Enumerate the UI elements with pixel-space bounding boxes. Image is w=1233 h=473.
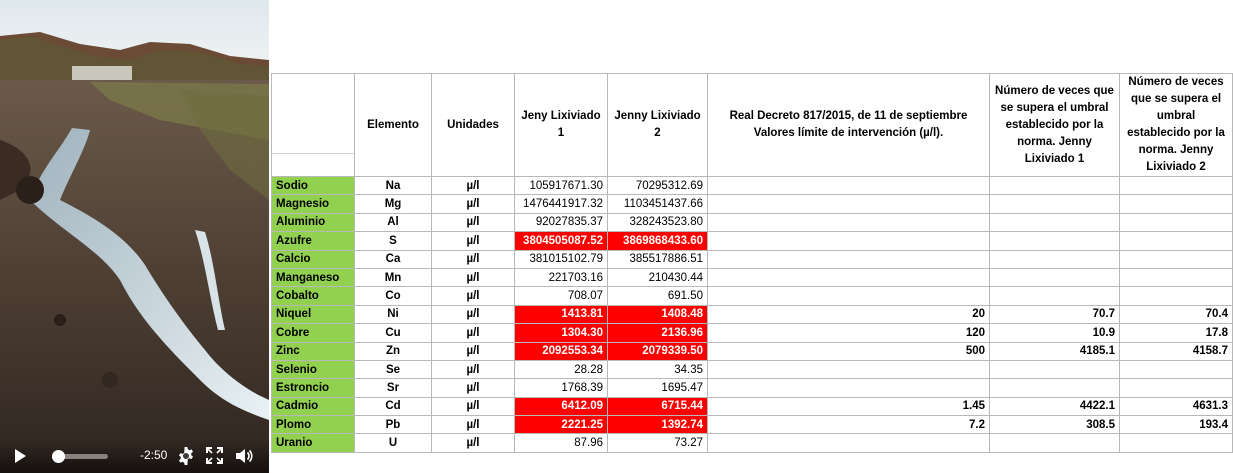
table-row [272, 379, 1233, 397]
lixiviado-2-cell: 1103451437.66 [608, 195, 708, 213]
limit-value-cell [708, 232, 990, 250]
header-times-exceeded-1: Número de veces que se supera el umbral establecido por la norma. Jenny Lixiviado 1 [990, 74, 1120, 177]
lixiviado-1-cell: 1413.81 [515, 305, 608, 323]
lixiviado-1-cell: 3804505087.52 [515, 232, 608, 250]
times-exceeded-2-cell [1120, 177, 1233, 195]
unit-cell: µ/l [432, 305, 515, 323]
header-units: Unidades [432, 74, 515, 177]
limit-value-cell [708, 250, 990, 268]
times-exceeded-1-cell: 4185.1 [990, 342, 1120, 360]
times-exceeded-2-cell: 17.8 [1120, 324, 1233, 342]
element-name-cell: Azufre [272, 232, 355, 250]
unit-cell: µ/l [432, 324, 515, 342]
element-symbol-cell: Sr [355, 379, 432, 397]
header-corner [272, 74, 355, 177]
lixiviado-2-cell: 34.35 [608, 360, 708, 378]
lixiviado-2-cell: 3869868433.60 [608, 232, 708, 250]
table-row [272, 360, 1233, 378]
element-symbol-cell: Pb [355, 416, 432, 434]
header-times-exceeded-2: Número de veces que se supera el umbral establecido por la norma. Jenny Lixiviado 2 [1120, 74, 1233, 177]
element-name-cell: Niquel [272, 305, 355, 323]
table-header-row [272, 74, 1233, 177]
lixiviado-1-cell: 92027835.37 [515, 213, 608, 231]
times-exceeded-1-cell: 70.7 [990, 305, 1120, 323]
times-exceeded-1-cell: 4422.1 [990, 397, 1120, 415]
play-button[interactable] [12, 448, 28, 464]
unit-cell: µ/l [432, 250, 515, 268]
lixiviado-2-cell: 1695.47 [608, 379, 708, 397]
times-exceeded-2-cell: 4158.7 [1120, 342, 1233, 360]
times-exceeded-2-cell [1120, 268, 1233, 286]
element-symbol-cell: Na [355, 177, 432, 195]
seek-slider[interactable] [52, 454, 108, 459]
times-exceeded-1-cell [990, 287, 1120, 305]
times-exceeded-1-cell [990, 379, 1120, 397]
lixiviado-1-cell: 6412.09 [515, 397, 608, 415]
unit-cell: µ/l [432, 195, 515, 213]
video-frame [0, 0, 269, 473]
times-exceeded-1-cell [990, 250, 1120, 268]
gear-icon [176, 446, 196, 466]
times-exceeded-2-cell [1120, 287, 1233, 305]
times-exceeded-2-cell: 70.4 [1120, 305, 1233, 323]
table-row [272, 397, 1233, 415]
table-row [272, 268, 1233, 286]
lixiviado-1-cell: 2221.25 [515, 416, 608, 434]
unit-cell: µ/l [432, 397, 515, 415]
times-exceeded-1-cell: 10.9 [990, 324, 1120, 342]
times-exceeded-1-cell [990, 268, 1120, 286]
lixiviado-1-cell: 87.96 [515, 434, 608, 452]
element-name-cell: Aluminio [272, 213, 355, 231]
times-exceeded-2-cell [1120, 232, 1233, 250]
unit-cell: µ/l [432, 268, 515, 286]
table-row [272, 287, 1233, 305]
table-row [272, 213, 1233, 231]
times-exceeded-2-cell [1120, 434, 1233, 452]
element-symbol-cell: Se [355, 360, 432, 378]
times-exceeded-2-cell: 4631.3 [1120, 397, 1233, 415]
lixiviado-1-cell: 105917671.30 [515, 177, 608, 195]
table-row [272, 177, 1233, 195]
limit-value-cell [708, 177, 990, 195]
lixiviado-2-cell: 1392.74 [608, 416, 708, 434]
limit-value-cell [708, 287, 990, 305]
unit-cell: µ/l [432, 416, 515, 434]
times-exceeded-2-cell [1120, 213, 1233, 231]
table-body [272, 177, 1233, 453]
lixiviado-2-cell: 210430.44 [608, 268, 708, 286]
lixiviado-1-cell: 2092553.34 [515, 342, 608, 360]
header-lixiviado-1: Jeny Lixiviado 1 [515, 74, 608, 177]
times-exceeded-1-cell [990, 434, 1120, 452]
limit-value-cell: 7.2 [708, 416, 990, 434]
table-row [272, 232, 1233, 250]
unit-cell: µ/l [432, 360, 515, 378]
times-exceeded-1-cell [990, 177, 1120, 195]
header-element: Elemento [355, 74, 432, 177]
element-name-cell: Calcio [272, 250, 355, 268]
unit-cell: µ/l [432, 342, 515, 360]
times-exceeded-1-cell: 308.5 [990, 416, 1120, 434]
lixiviado-2-cell: 2136.96 [608, 324, 708, 342]
element-symbol-cell: Cd [355, 397, 432, 415]
lixiviado-2-cell: 73.27 [608, 434, 708, 452]
lixiviado-1-cell: 1768.39 [515, 379, 608, 397]
times-exceeded-1-cell [990, 232, 1120, 250]
limit-value-cell [708, 213, 990, 231]
element-symbol-cell: Ca [355, 250, 432, 268]
lixiviado-2-cell: 385517886.51 [608, 250, 708, 268]
lixiviado-2-cell: 328243523.80 [608, 213, 708, 231]
times-exceeded-2-cell [1120, 250, 1233, 268]
element-symbol-cell: Mn [355, 268, 432, 286]
element-symbol-cell: U [355, 434, 432, 452]
lixiviado-1-cell: 708.07 [515, 287, 608, 305]
limit-value-cell [708, 379, 990, 397]
settings-button[interactable] [176, 446, 196, 466]
times-exceeded-2-cell: 193.4 [1120, 416, 1233, 434]
element-name-cell: Cadmio [272, 397, 355, 415]
element-symbol-cell: Co [355, 287, 432, 305]
limit-value-cell: 20 [708, 305, 990, 323]
limit-value-cell [708, 268, 990, 286]
table-row [272, 195, 1233, 213]
times-exceeded-2-cell [1120, 195, 1233, 213]
video-player[interactable] [0, 0, 269, 473]
limit-value-cell [708, 360, 990, 378]
volume-button[interactable] [234, 446, 254, 466]
element-symbol-cell: Ni [355, 305, 432, 323]
play-icon [12, 448, 28, 464]
lixiviado-1-cell: 381015102.79 [515, 250, 608, 268]
lixiviado-2-cell: 70295312.69 [608, 177, 708, 195]
element-symbol-cell: Zn [355, 342, 432, 360]
element-name-cell: Plomo [272, 416, 355, 434]
limit-value-cell: 1.45 [708, 397, 990, 415]
time-remaining: -2:50 [140, 448, 168, 462]
table-row [272, 416, 1233, 434]
times-exceeded-2-cell [1120, 379, 1233, 397]
element-symbol-cell: S [355, 232, 432, 250]
lixiviado-1-cell: 1476441917.32 [515, 195, 608, 213]
element-name-cell: Sodio [272, 177, 355, 195]
table-row [272, 342, 1233, 360]
unit-cell: µ/l [432, 379, 515, 397]
limit-value-cell [708, 434, 990, 452]
fullscreen-button[interactable] [206, 447, 223, 464]
unit-cell: µ/l [432, 232, 515, 250]
unit-cell: µ/l [432, 434, 515, 452]
lixiviado-1-cell: 221703.16 [515, 268, 608, 286]
times-exceeded-1-cell [990, 360, 1120, 378]
times-exceeded-2-cell [1120, 360, 1233, 378]
unit-cell: µ/l [432, 287, 515, 305]
element-name-cell: Cobre [272, 324, 355, 342]
element-name-cell: Uranio [272, 434, 355, 452]
video-controls-bar [0, 439, 269, 473]
lixiviado-2-cell: 691.50 [608, 287, 708, 305]
table-row [272, 250, 1233, 268]
heavy-metals-table [271, 73, 1233, 453]
lixiviado-2-cell: 2079339.50 [608, 342, 708, 360]
lixiviado-1-cell: 1304.30 [515, 324, 608, 342]
element-symbol-cell: Mg [355, 195, 432, 213]
seek-handle[interactable] [52, 450, 65, 463]
table-row [272, 434, 1233, 452]
fullscreen-icon [206, 447, 223, 464]
element-name-cell: Estroncio [272, 379, 355, 397]
element-name-cell: Zinc [272, 342, 355, 360]
element-name-cell: Selenio [272, 360, 355, 378]
limit-value-cell: 500 [708, 342, 990, 360]
lixiviado-1-cell: 28.28 [515, 360, 608, 378]
table-row [272, 305, 1233, 323]
element-name-cell: Manganeso [272, 268, 355, 286]
table-row [272, 324, 1233, 342]
element-symbol-cell: Al [355, 213, 432, 231]
lixiviado-2-cell: 1408.48 [608, 305, 708, 323]
limit-value-cell: 120 [708, 324, 990, 342]
element-name-cell: Magnesio [272, 195, 355, 213]
element-symbol-cell: Cu [355, 324, 432, 342]
header-limit: Real Decreto 817/2015, de 11 de septiembre Valores límite de intervención (µ/l). [708, 74, 990, 177]
unit-cell: µ/l [432, 177, 515, 195]
lixiviado-2-cell: 6715.44 [608, 397, 708, 415]
volume-icon [234, 446, 254, 466]
times-exceeded-1-cell [990, 195, 1120, 213]
unit-cell: µ/l [432, 213, 515, 231]
header-lixiviado-2: Jenny Lixiviado 2 [608, 74, 708, 177]
element-name-cell: Cobalto [272, 287, 355, 305]
limit-value-cell [708, 195, 990, 213]
times-exceeded-1-cell [990, 213, 1120, 231]
